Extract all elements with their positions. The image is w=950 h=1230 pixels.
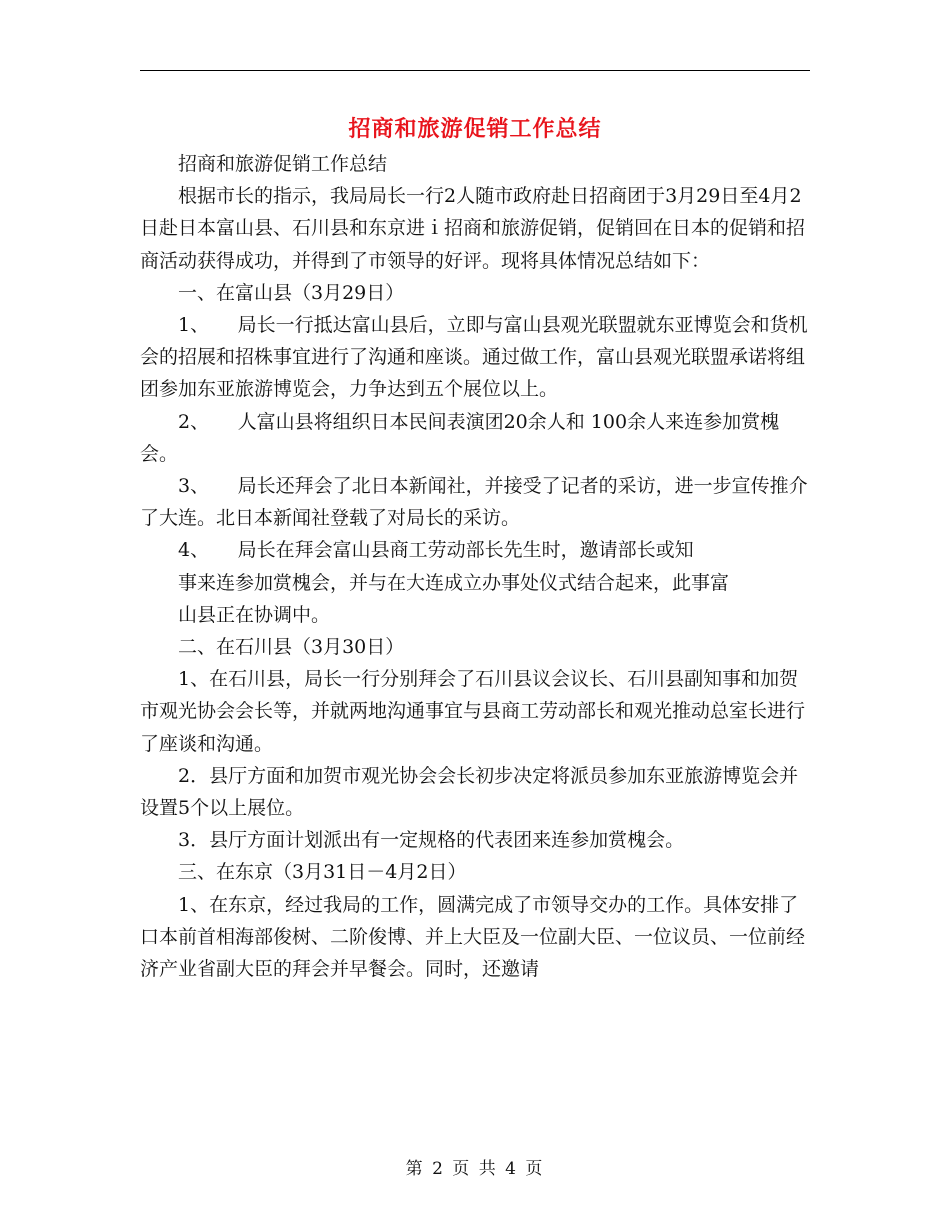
list-item: 1、在石川县，局长一行分别拜会了石川县议会议长、石川县副知事和加贺市观光协会会长等，并就两地沟通事宜与县商工劳动部长和观光推动总室长进行了座谈和沟通。 bbox=[140, 668, 806, 755]
paragraph: 招商和旅游促销工作总结 bbox=[178, 153, 388, 175]
section-heading: 二、在石川县（3月30日） bbox=[178, 636, 405, 659]
paragraph-continuation: 山县正在协调中。 bbox=[178, 603, 331, 626]
list-item: 3．县厅方面计划派出有一定规格的代表团来连参加赏槐会。 bbox=[178, 829, 685, 852]
list-item: 1、 局长一行抵达富山县后，立即与富山县观光联盟就东亚博览会和货机会的招展和招株事宜进行了沟通和座谈。通过做工作，富山县观光联盟承诺将组团参加东亚旅游博览会，力争达到五个展位以上。 bbox=[140, 314, 808, 401]
section-heading: 三、在东京（3月31日－4月2日） bbox=[178, 861, 467, 884]
header-rule bbox=[140, 70, 810, 71]
list-item: 2、 人富山县将组织日本民间表演团20余人和 100余人来连参加赏槐会。 bbox=[140, 410, 780, 465]
paragraph: 根据市长的指示，我局局长一行2人随市政府赴日招商团于3月29日至4月2日赴日本富山县、石川县和东京进ｉ招商和旅游促销，促销回在日本的促销和招商活动获得成功，并得到了市领导的好评。现将具体情况总结如下： bbox=[140, 185, 806, 272]
page-footer: 第 2 页 共 4 页 bbox=[405, 1159, 545, 1179]
document-title: 招商和旅游促销工作总结 bbox=[348, 116, 602, 142]
paragraph-continuation: 事来连参加赏槐会，并与在大连成立办事处仪式结合起来，此事富 bbox=[178, 571, 730, 594]
list-item: 3、 局长还拜会了北日本新闻社，并接受了记者的采访，进一步宣传推介了大连。北日本新闻社登载了对局长的采访。 bbox=[140, 475, 808, 530]
list-item: 4、 局长在拜会富山县商工劳动部长先生时，邀请部长或知 bbox=[178, 539, 694, 562]
list-item: 1、在东京，经过我局的工作，圆满完成了市领导交办的工作。具体安排了口本前首相海部俊树、二阶俊博、并上大臣及一位副大臣、一位议员、一位前经济产业省副大臣的拜会并早餐会。同时，还邀请 bbox=[140, 893, 806, 981]
list-item: 2．县厅方面和加贺市观光协会会长初步决定将派员参加东亚旅游博览会并设置5个以上展位。 bbox=[140, 764, 799, 820]
section-heading: 一、在富山县（3月29日） bbox=[178, 281, 405, 304]
document-body bbox=[140, 148, 812, 985]
